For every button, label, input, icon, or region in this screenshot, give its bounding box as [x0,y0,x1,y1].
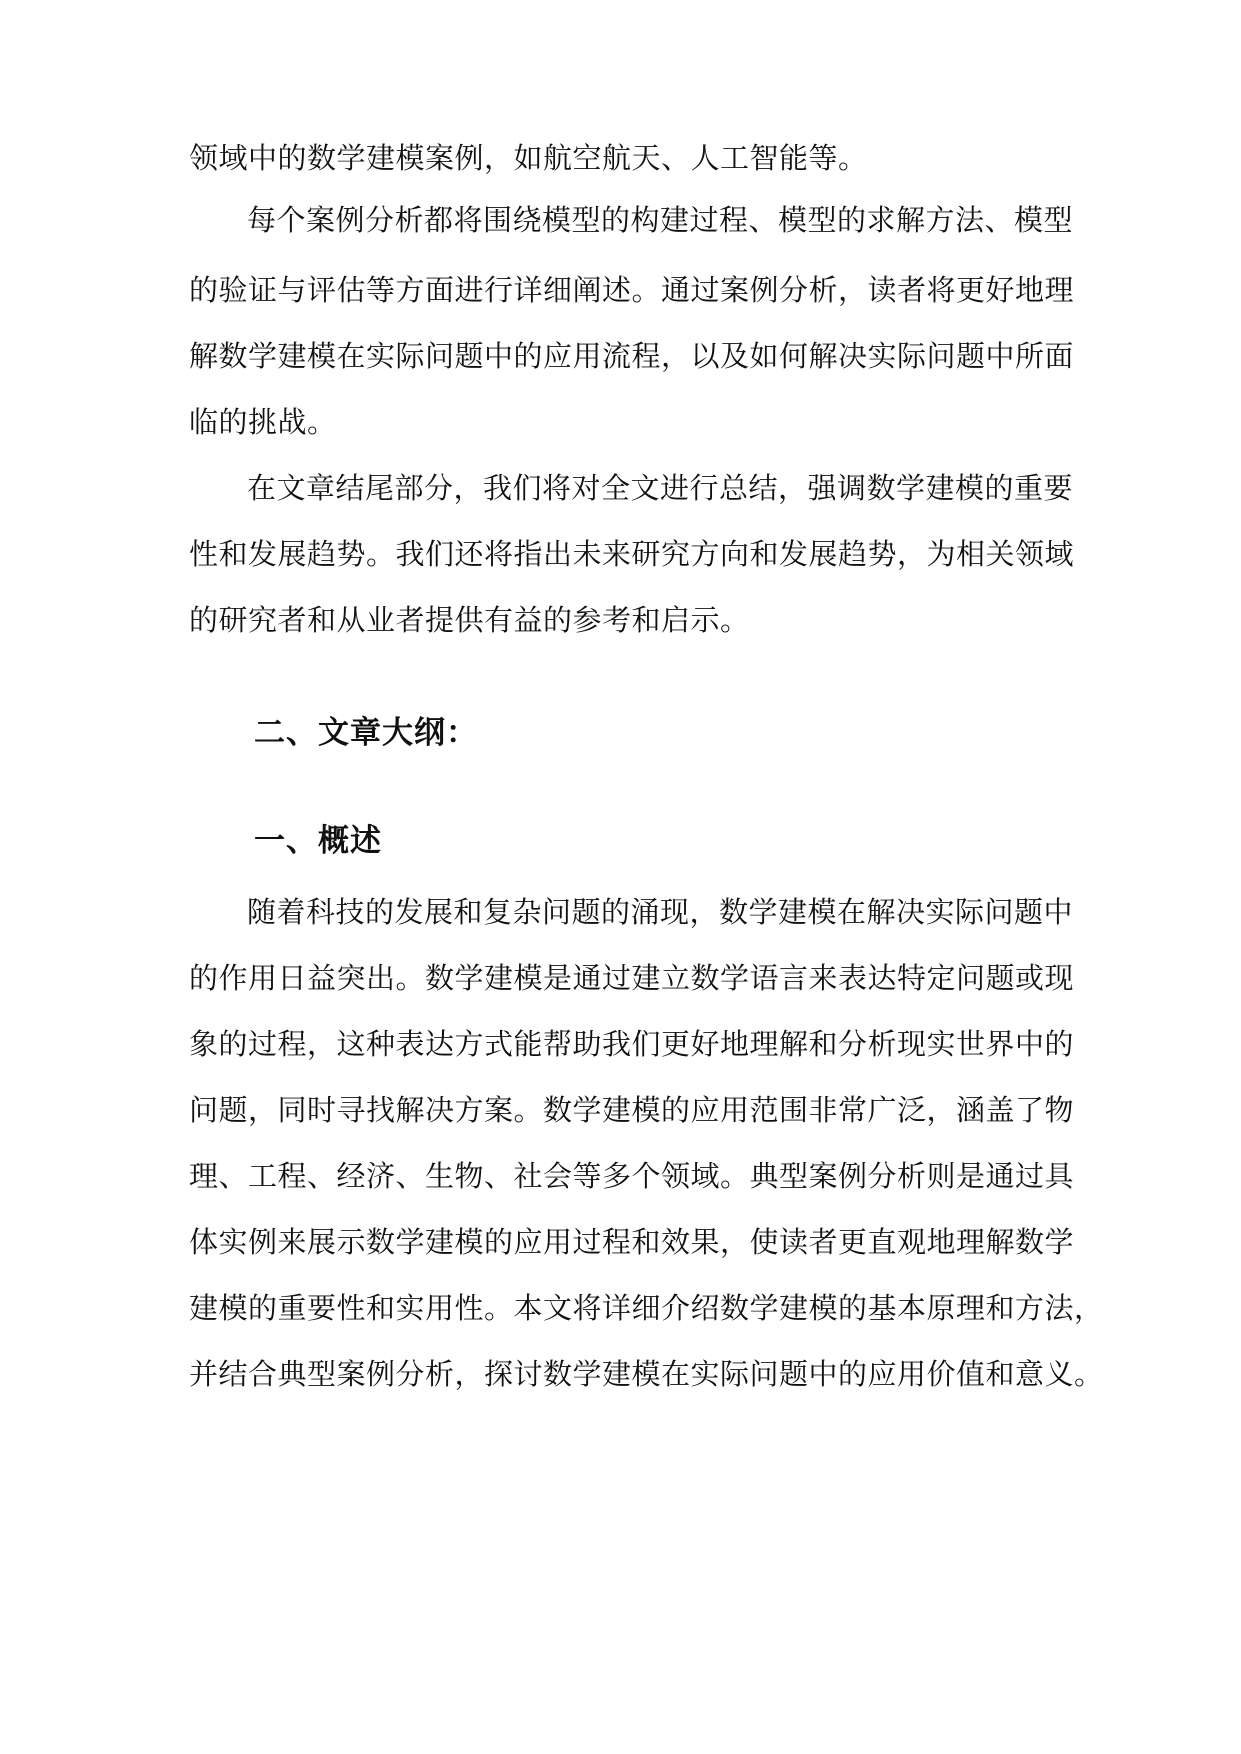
paragraph-line: 在文章结尾部分，我们将对全文进行总结，强调数学建模的重要 [247,471,1074,505]
paragraph-line: 建模的重要性和实用性。本文将详细介绍数学建模的基本原理和方法， [189,1291,1104,1325]
paragraph-line: 问题，同时寻找解决方案。数学建模的应用范围非常广泛，涵盖了物 [189,1093,1075,1127]
paragraph-line: 的验证与评估等方面进行详细阐述。通过案例分析，读者将更好地理 [189,273,1075,307]
paragraph-line: 象的过程，这种表达方式能帮助我们更好地理解和分析现实世界中的 [189,1027,1075,1061]
paragraph-line: 的作用日益突出。数学建模是通过建立数学语言来表达特定问题或现 [189,961,1075,995]
paragraph-line: 解数学建模在实际问题中的应用流程，以及如何解决实际问题中所面 [189,339,1075,373]
paragraph-line: 随着科技的发展和复杂问题的涌现，数学建模在解决实际问题中 [247,895,1074,929]
paragraph-line: 并结合典型案例分析，探讨数学建模在实际问题中的应用价值和意义。 [189,1357,1104,1391]
paragraph-line: 每个案例分析都将围绕模型的构建过程、模型的求解方法、模型 [247,203,1074,237]
paragraph-line: 领域中的数学建模案例，如航空航天、人工智能等。 [189,141,868,175]
paragraph-line: 临的挑战。 [189,405,337,439]
paragraph-line: 的研究者和从业者提供有益的参考和启示。 [189,603,750,637]
section-heading-overview: 一、概述 [254,823,382,859]
paragraph-line: 体实例来展示数学建模的应用过程和效果，使读者更直观地理解数学 [189,1225,1075,1259]
paragraph-line: 性和发展趋势。我们还将指出未来研究方向和发展趋势，为相关领域 [189,537,1075,571]
section-heading-outline: 二、文章大纲： [254,715,478,751]
paragraph-line: 理、工程、经济、生物、社会等多个领域。典型案例分析则是通过具 [189,1159,1075,1193]
